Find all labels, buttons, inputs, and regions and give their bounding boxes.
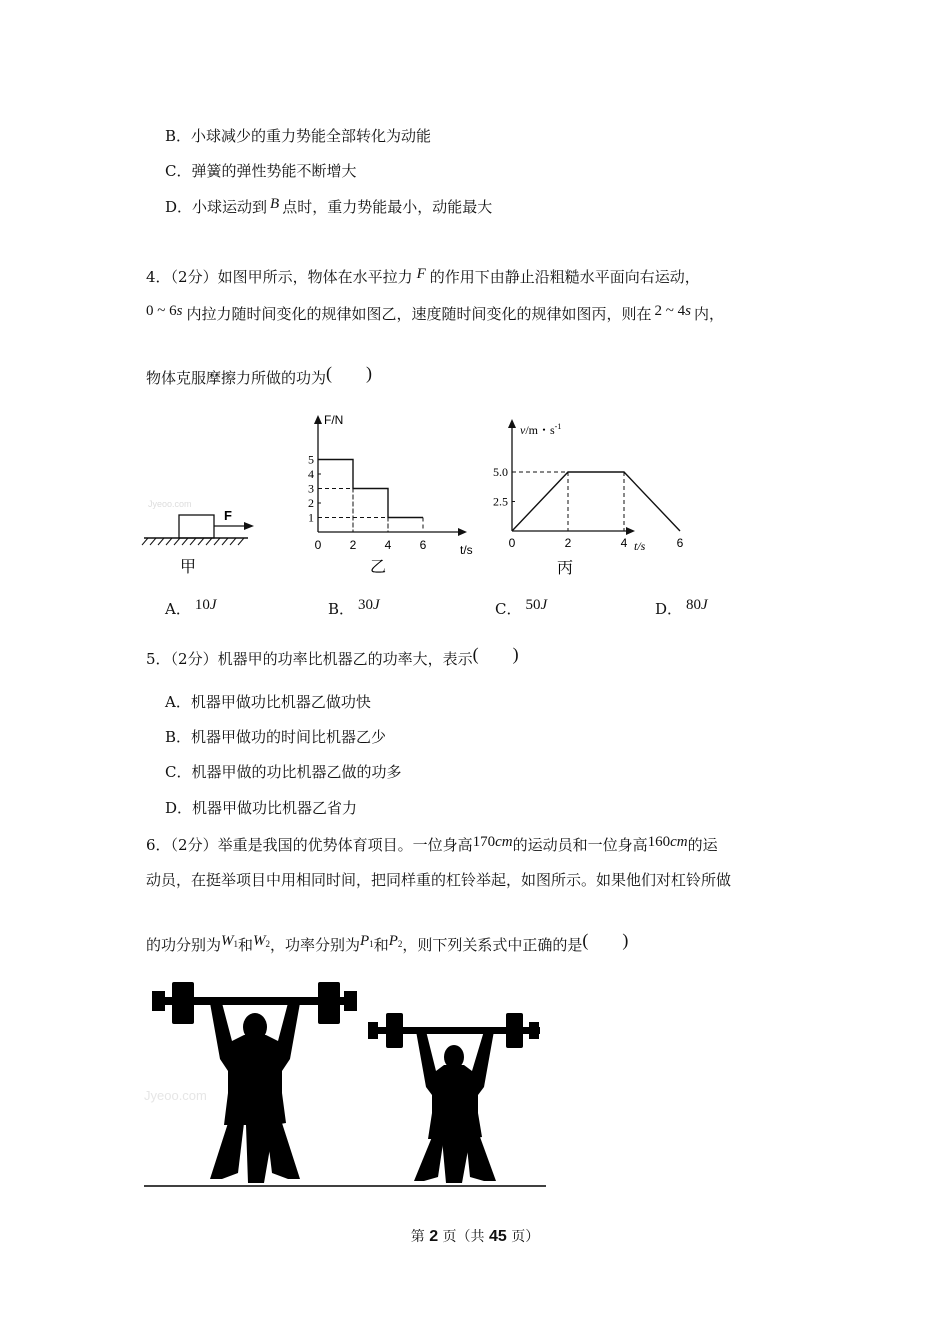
x-tick-label: 0: [314, 538, 322, 552]
y-axis-arrow: [314, 415, 322, 424]
q3-option-b: B．小球减少的重力势能全部转化为动能: [165, 127, 432, 145]
page-footer: 第 2 页（共 45 页）: [410, 1228, 540, 1245]
q4-option-d: D． 80J: [655, 597, 708, 618]
q6-line-3: 的功分别为$W_1$和$W_2$，功率分别为$P_1$和$P_2$，则下列关系式中正确的是( ): [146, 930, 629, 954]
x-tick-label: 4: [620, 536, 628, 550]
q5-option-c: C．机器甲做的功比机器乙做的功多: [165, 763, 402, 781]
x-axis-arrow: [626, 527, 635, 535]
x-axis-arrow: [458, 528, 467, 536]
q4-option-c: C． 50J: [495, 597, 548, 618]
q4-option-b: B． 30J: [328, 597, 380, 618]
x-axis-label: t/s: [634, 539, 646, 553]
q6-line-2: 动员，在挺举项目中用相同时间，把同样重的杠铃举起，如图所示。如果他们对杠铃所做: [146, 871, 732, 889]
figure-jia: [140, 495, 262, 580]
q4-line-2: 0 ~ 6s 内拉力随时间变化的规律如图乙，速度随时间变化的规律如图丙，则在 2 ~ 4s 内，: [146, 303, 724, 323]
q4-line-1: 4．（2分）如图甲所示，物体在水平拉力 F 的作用下由静止沿粗糙水平面向右运动，: [146, 266, 700, 286]
y-tick-label: 5: [308, 452, 314, 467]
q3-option-d: D．小球运动到 B 点时，重力势能最小，动能最大: [165, 196, 493, 216]
caption-jia: 甲: [180, 557, 197, 576]
x-axis-label: t/s: [460, 543, 473, 557]
watermark: Jyeoo.com: [148, 499, 192, 509]
x-tick-label: 4: [384, 538, 392, 552]
y-tick-label: 2: [308, 496, 314, 510]
q6-line-1: 6．（2分）举重是我国的优势体育项目。一位身高170cm的运动员和一位身高160cm的运: [146, 834, 718, 854]
caption-yi: 乙: [369, 557, 387, 576]
lifter-tall: [152, 982, 357, 1183]
force-label: F: [224, 508, 232, 523]
y-axis-arrow: [508, 419, 516, 428]
y-tick-label: 4: [308, 467, 314, 481]
y-tick-label: 2.5: [493, 494, 508, 509]
y-tick-label: 3: [308, 481, 314, 496]
x-tick-label: 2: [349, 538, 357, 552]
y-axis-label: F/N: [324, 413, 344, 427]
caption-bing: 丙: [556, 558, 574, 577]
y-tick-label: 5.0: [493, 465, 508, 479]
q5-option-b: B．机器甲做功的时间比机器乙少: [165, 728, 387, 746]
q5-stem: 5．（2分）机器甲的功率比机器乙的功率大，表示( ): [146, 644, 519, 668]
q5-option-d: D．机器甲做功比机器乙省力: [165, 799, 358, 817]
y-axis-label: v/m・$s^{-1}$: [520, 422, 562, 437]
q3-option-c: C．弹簧的弹性势能不断增大: [165, 162, 357, 180]
x-tick-label: 0: [508, 536, 516, 550]
block: [179, 515, 214, 538]
q4-option-a: A． 10J: [165, 597, 217, 618]
series-v: [512, 472, 680, 531]
weightlifters-figure: [140, 975, 550, 1190]
y-tick-label: 1: [308, 510, 314, 525]
x-tick-label: 6: [419, 538, 427, 552]
ground-hatch: [142, 538, 244, 545]
q4-line-3: 物体克服摩擦力所做的功为( ): [146, 363, 373, 387]
chart-velocity-time: [482, 418, 684, 580]
chart-force-time: [298, 408, 488, 580]
x-tick-label: 2: [564, 536, 572, 550]
q5-option-a: A．机器甲做功比机器乙做功快: [165, 693, 371, 711]
watermark: Jyeoo.com: [144, 1088, 207, 1103]
lifter-short: [368, 1013, 540, 1183]
x-tick-label: 6: [676, 536, 684, 550]
